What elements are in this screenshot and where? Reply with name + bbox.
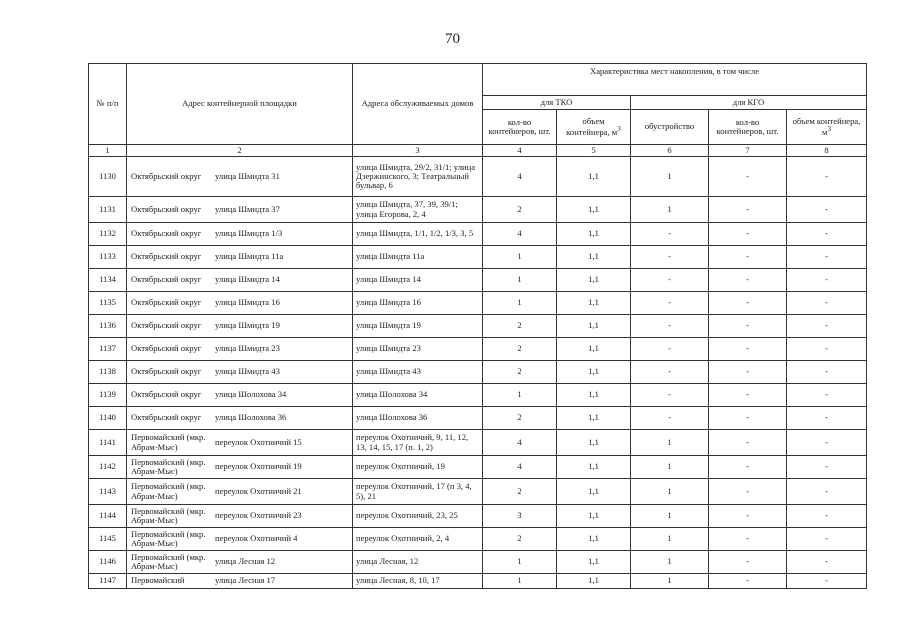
served-houses: переулок Охотничий, 2, 4 [353,528,483,551]
kgo-container-volume: - [787,479,867,505]
tko-container-volume: 1,1 [557,430,631,456]
served-houses: улица Шмидта 19 [353,315,483,338]
tko-container-volume: 1,1 [557,197,631,223]
tko-container-count: 1 [483,384,557,407]
district: Первомайский (мкр. Абрам-Мыс) [131,432,206,452]
kgo-container-volume: - [787,574,867,589]
row-number: 1147 [89,574,127,589]
kgo-container-volume: - [787,551,867,574]
col-number: 2 [127,145,353,157]
district: Первомайский (мкр. Абрам-Мыс) [131,456,206,476]
kgo-container-count: - [709,528,787,551]
site-address-cell [127,223,353,246]
header-kgo-count: кол-во контейнеров, шт. [709,110,787,145]
col-number: 1 [89,145,127,157]
tko-container-volume: 1,1 [557,407,631,430]
table-row [89,246,867,269]
served-houses: улица Шмидта 14 [353,269,483,292]
kgo-container-volume: - [787,361,867,384]
arrangement-value: - [631,384,709,407]
row-number: 1130 [89,157,127,197]
arrangement-value: - [631,338,709,361]
district: Октябрьский округ [131,412,202,423]
district: Первомайский [131,575,185,586]
site-street: переулок Охотничий 21 [215,485,302,496]
tko-container-count: 4 [483,157,557,197]
site-address-cell [127,246,353,269]
row-number: 1143 [89,479,127,505]
table-row [89,384,867,407]
site-address-cell [127,361,353,384]
tko-container-volume: 1,1 [557,269,631,292]
tko-container-count: 2 [483,315,557,338]
header-characteristics: Характеристика мест накопления, в том числе [483,64,867,96]
site-street: улица Шмидта 11а [215,251,284,262]
served-houses: улица Шмидта 16 [353,292,483,315]
site-address-cell [127,551,353,574]
tko-container-count: 2 [483,197,557,223]
arrangement-value: 1 [631,574,709,589]
tko-container-count: 1 [483,551,557,574]
kgo-container-count: - [709,456,787,479]
row-number: 1138 [89,361,127,384]
site-address-cell [127,338,353,361]
row-number: 1133 [89,246,127,269]
tko-container-count: 1 [483,292,557,315]
site-address-cell [127,456,353,479]
tko-container-volume: 1,1 [557,528,631,551]
table-row [89,361,867,384]
arrangement-value: - [631,223,709,246]
table-row [89,574,867,589]
tko-container-volume: 1,1 [557,574,631,589]
served-houses: улица Шмидта 11а [353,246,483,269]
kgo-container-count: - [709,197,787,223]
served-houses: улица Лесная, 8, 10, 17 [353,574,483,589]
site-street: улица Шмидта 31 [215,170,280,181]
site-address-cell [127,574,353,589]
col-number: 4 [483,145,557,157]
header-tko: для ТКО [483,96,631,110]
site-street: переулок Охотничий 19 [215,461,302,472]
table-row [89,157,867,197]
district: Октябрьский округ [131,274,202,285]
tko-container-volume: 1,1 [557,338,631,361]
tko-container-count: 1 [483,269,557,292]
site-address-cell [127,292,353,315]
kgo-container-count: - [709,338,787,361]
tko-container-count: 4 [483,223,557,246]
district: Октябрьский округ [131,366,202,377]
kgo-container-volume: - [787,246,867,269]
site-address-cell [127,315,353,338]
column-numbers-row [89,145,867,157]
served-houses: переулок Охотничий, 19 [353,456,483,479]
kgo-container-volume: - [787,338,867,361]
row-number: 1132 [89,223,127,246]
tko-container-volume: 1,1 [557,456,631,479]
kgo-container-volume: - [787,223,867,246]
table-row [89,315,867,338]
page-number: 70 [445,31,460,47]
arrangement-value: 1 [631,157,709,197]
row-number: 1131 [89,197,127,223]
tko-container-count: 2 [483,407,557,430]
served-houses: улица Шмидта, 29/2, 31/1; улица Дзержинского, 3; Театральный бульвар, 6 [353,157,483,197]
row-number: 1145 [89,528,127,551]
arrangement-value: - [631,361,709,384]
site-address-cell [127,269,353,292]
served-houses: переулок Охотничий, 23, 25 [353,505,483,528]
kgo-container-count: - [709,551,787,574]
served-houses: улица Шмидта 43 [353,361,483,384]
header-site-address: Адрес контейнерной площадки [127,64,353,145]
kgo-container-count: - [709,407,787,430]
row-number: 1140 [89,407,127,430]
kgo-container-count: - [709,223,787,246]
row-number: 1137 [89,338,127,361]
header-tko-count: кол-во контейнеров, шт. [483,110,557,145]
site-street: улица Лесная 17 [215,575,276,586]
row-number: 1134 [89,269,127,292]
tko-container-count: 2 [483,528,557,551]
arrangement-value: - [631,407,709,430]
arrangement-value: 1 [631,197,709,223]
row-number: 1141 [89,430,127,456]
tko-container-volume: 1,1 [557,505,631,528]
table-row [89,505,867,528]
site-address-cell [127,407,353,430]
kgo-container-count: - [709,157,787,197]
col-number: 3 [353,145,483,157]
site-address-cell [127,505,353,528]
kgo-container-count: - [709,574,787,589]
header-num: № п/п [89,64,127,145]
kgo-container-count: - [709,269,787,292]
district: Первомайский (мкр. Абрам-Мыс) [131,528,206,548]
arrangement-value: 1 [631,551,709,574]
site-street: переулок Охотничий 15 [215,436,302,447]
kgo-container-count: - [709,246,787,269]
district: Октябрьский округ [131,203,202,214]
tko-container-count: 3 [483,505,557,528]
kgo-container-volume: - [787,269,867,292]
site-street: улица Шолохова 34 [215,389,287,400]
arrangement-value: - [631,292,709,315]
table-row [89,456,867,479]
district: Октябрьский округ [131,297,202,308]
table-row [89,479,867,505]
row-number: 1136 [89,315,127,338]
site-street: переулок Охотничий 4 [215,533,298,544]
tko-container-count: 2 [483,338,557,361]
table-body [89,157,867,589]
kgo-container-count: - [709,315,787,338]
site-street: улица Шолохова 36 [215,412,287,423]
district: Октябрьский округ [131,251,202,262]
site-street: улица Шмидта 14 [215,274,280,285]
district: Первомайский (мкр. Абрам-Мыс) [131,551,206,571]
row-number: 1135 [89,292,127,315]
header-served-addresses: Адреса обслуживаемых домов [353,64,483,145]
tko-container-count: 1 [483,574,557,589]
container-sites-table [88,63,867,589]
district: Октябрьский округ [131,228,202,239]
site-street: улица Шмидта 1/3 [215,228,283,239]
district: Первомайский (мкр. Абрам-Мыс) [131,481,206,501]
row-number: 1142 [89,456,127,479]
kgo-container-volume: - [787,197,867,223]
table-row [89,407,867,430]
table-row [89,551,867,574]
kgo-container-volume: - [787,157,867,197]
arrangement-value: - [631,246,709,269]
kgo-container-count: - [709,292,787,315]
kgo-container-volume: - [787,456,867,479]
served-houses: переулок Охотничий, 17 (п 3, 4, 5), 21 [353,479,483,505]
kgo-container-count: - [709,505,787,528]
header-arrangement: обустройство [631,110,709,145]
tko-container-volume: 1,1 [557,157,631,197]
table-row [89,338,867,361]
kgo-container-volume: - [787,407,867,430]
tko-container-volume: 1,1 [557,246,631,269]
district: Октябрьский округ [131,320,202,331]
table-row [89,269,867,292]
table-row [89,292,867,315]
tko-container-volume: 1,1 [557,551,631,574]
row-number: 1146 [89,551,127,574]
tko-container-volume: 1,1 [557,315,631,338]
site-address-cell [127,479,353,505]
header-kgo-volume: объем контейнера, $м^3$ [787,110,867,145]
tko-container-volume: 1,1 [557,223,631,246]
site-address-cell [127,384,353,407]
col-number: 7 [709,145,787,157]
row-number: 1139 [89,384,127,407]
served-houses: улица Шолохова 34 [353,384,483,407]
row-number: 1144 [89,505,127,528]
kgo-container-count: - [709,430,787,456]
site-address-cell [127,157,353,197]
tko-container-count: 4 [483,456,557,479]
col-number: 6 [631,145,709,157]
table-row [89,430,867,456]
header-kgo: для КГО [631,96,867,110]
district: Октябрьский округ [131,343,202,354]
served-houses: улица Шмидта 23 [353,338,483,361]
site-address-cell [127,528,353,551]
kgo-container-volume: - [787,292,867,315]
arrangement-value: 1 [631,505,709,528]
served-houses: переулок Охотничий, 9, 11, 12, 13, 14, 15, 17 (п. 1, 2) [353,430,483,456]
site-address-cell [127,197,353,223]
arrangement-value: 1 [631,456,709,479]
arrangement-value: 1 [631,430,709,456]
col-number: 8 [787,145,867,157]
tko-container-count: 2 [483,361,557,384]
site-street: улица Лесная 12 [215,556,276,567]
header-tko-volume: объем контейнера, $м^3$ [557,110,631,145]
served-houses: улица Шмидта, 37, 39, 39/1; улица Егорова, 2, 4 [353,197,483,223]
arrangement-value: 1 [631,479,709,505]
table-row [89,528,867,551]
tko-container-count: 4 [483,430,557,456]
kgo-container-count: - [709,361,787,384]
kgo-container-volume: - [787,315,867,338]
served-houses: улица Шолохова 36 [353,407,483,430]
district: Октябрьский округ [131,389,202,400]
site-street: улица Шмидта 43 [215,366,280,377]
arrangement-value: 1 [631,528,709,551]
table-header [89,64,867,157]
kgo-container-volume: - [787,384,867,407]
tko-container-volume: 1,1 [557,479,631,505]
tko-container-count: 1 [483,246,557,269]
district: Первомайский (мкр. Абрам-Мыс) [131,505,206,525]
col-number: 5 [557,145,631,157]
district: Октябрьский округ [131,170,202,181]
site-street: улица Шмидта 23 [215,343,280,354]
site-street: переулок Охотничий 23 [215,510,302,521]
kgo-container-count: - [709,479,787,505]
kgo-container-count: - [709,384,787,407]
arrangement-value: - [631,315,709,338]
tko-container-volume: 1,1 [557,292,631,315]
arrangement-value: - [631,269,709,292]
site-address-cell [127,430,353,456]
tko-container-volume: 1,1 [557,361,631,384]
site-street: улица Шмидта 16 [215,297,280,308]
table-row [89,223,867,246]
table-row [89,197,867,223]
tko-container-count: 2 [483,479,557,505]
tko-container-volume: 1,1 [557,384,631,407]
site-street: улица Шмидта 19 [215,320,280,331]
served-houses: улица Шмидта, 1/1, 1/2, 1/3, 3, 5 [353,223,483,246]
kgo-container-volume: - [787,430,867,456]
kgo-container-volume: - [787,528,867,551]
kgo-container-volume: - [787,505,867,528]
served-houses: улица Лесная, 12 [353,551,483,574]
site-street: улица Шмидта 37 [215,203,280,214]
